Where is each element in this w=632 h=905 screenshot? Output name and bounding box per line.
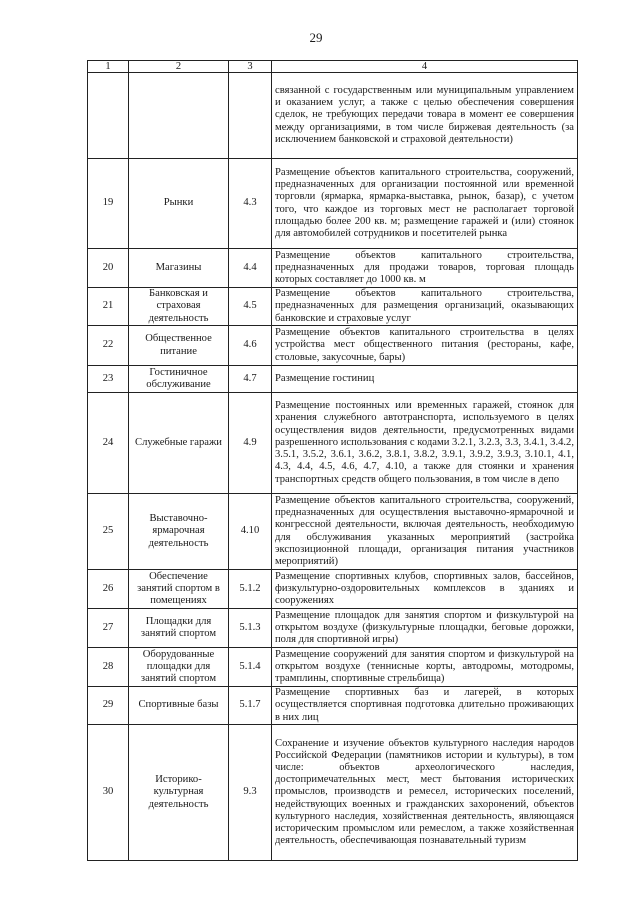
use-type-code: 5.1.3 [229, 609, 272, 648]
use-type-description: Сохранение и изучение объектов культурного наследия народов Российской Федерации (памятников истории и культуры), в том числе: объектов археологического наследия, достопримечательных мест, мест бытования исторических промыслов, производств и ремесел, исторических поселений, недействующих военных и гражданских захоронений, объектов культурного наследия, хозяйственная деятельность, являющаяся историческим промыслом или ремеслом, а также хозяйственная деятельность, обеспечивающая познавательный туризм [272, 725, 578, 861]
row-number: 25 [88, 494, 129, 570]
use-type-description: Размещение сооружений для занятия спортом и физкультурой на открытом воздухе (теннисные корты, автодромы, мотодромы, трамплины, спортивные стрельбища) [272, 648, 578, 687]
use-type-name: Историко-культурная деятельность [129, 725, 229, 861]
use-type-description: Размещение площадок для занятия спортом и физкультурой на открытом воздухе (физкультурные площадки, беговые дорожки, поля для спортивной игры) [272, 609, 578, 648]
use-type-name: Банковская и страховая деятельность [129, 288, 229, 326]
table-header-row [88, 61, 578, 73]
row-number: 20 [88, 249, 129, 288]
row-number: 24 [88, 393, 129, 494]
row-number: 30 [88, 725, 129, 861]
use-type-description: Размещение объектов капитального строительства, предназначенных для размещения организаций, оказывающих банковские и страховые услуг [272, 288, 578, 326]
table-row [88, 366, 578, 393]
use-type-code: 4.9 [229, 393, 272, 494]
use-type-description: Размещение постоянных или временных гаражей, стоянок для хранения служебного автотранспорта, используемого в целях осуществления видов деятельности, предусмотренных видами разрешенного использования с кодами 3.2.1, 3.2.3, 3.3, 3.4.1, 3.4.2, 3.5.1, 3.5.2, 3.6.1, 3.6.2, 3.8.1, 3.8.2, 3.9.1, 3.9.2, 3.9.3, 3.10.1, 4.1, 4.3, 4.4, 4.5, 4.6, 4.7, 4.10, а также для стоянки и хранения транспортных средств общего пользования, в том числе в депо [272, 393, 578, 494]
use-type-description: связанной с государственным или муниципальным управлением и оказанием услуг, а также с целью обеспечения совершения сделок, не требующих передачи товара в момент ее совершения между организациями, в том числе биржевая деятельность (за исключением банковской и страховой деятельности) [272, 73, 578, 159]
use-type-name: Общественное питание [129, 326, 229, 366]
land-use-table [87, 60, 578, 861]
table-row [88, 494, 578, 570]
table-row [88, 288, 578, 326]
use-type-code: 4.7 [229, 366, 272, 393]
column-header: 4 [272, 61, 578, 73]
column-header: 3 [229, 61, 272, 73]
use-type-code: 4.6 [229, 326, 272, 366]
use-type-code: 5.1.2 [229, 570, 272, 609]
use-type-description: Размещение спортивных клубов, спортивных залов, бассейнов, физкультурно-оздоровительных комплексов в зданиях и сооружениях [272, 570, 578, 609]
table-row [88, 609, 578, 648]
use-type-name: Оборудованные площадки для занятий спортом [129, 648, 229, 687]
table-row [88, 249, 578, 288]
use-type-code: 9.3 [229, 725, 272, 861]
row-number: 27 [88, 609, 129, 648]
use-type-code [229, 73, 272, 159]
row-number: 29 [88, 687, 129, 725]
row-number: 23 [88, 366, 129, 393]
use-type-code: 5.1.7 [229, 687, 272, 725]
column-header: 2 [129, 61, 229, 73]
table-row [88, 648, 578, 687]
use-type-name: Спортивные базы [129, 687, 229, 725]
table-row [88, 687, 578, 725]
use-type-code: 5.1.4 [229, 648, 272, 687]
table-row [88, 159, 578, 249]
use-type-description: Размещение гостиниц [272, 366, 578, 393]
use-type-name: Служебные гаражи [129, 393, 229, 494]
table-row [88, 725, 578, 861]
row-number: 28 [88, 648, 129, 687]
page-number: 29 [309, 30, 323, 45]
use-type-name: Гостиничное обслуживание [129, 366, 229, 393]
use-type-code: 4.5 [229, 288, 272, 326]
row-number: 26 [88, 570, 129, 609]
use-type-name: Магазины [129, 249, 229, 288]
use-type-name: Обеспечение занятий спортом в помещениях [129, 570, 229, 609]
use-type-code: 4.10 [229, 494, 272, 570]
use-type-code: 4.3 [229, 159, 272, 249]
use-type-name: Выставочно-ярмарочная деятельность [129, 494, 229, 570]
use-type-description: Размещение объектов капитального строительства, предназначенных для продажи товаров, торговая площадь которых составляет до 1000 кв. м [272, 249, 578, 288]
use-type-description: Размещение объектов капитального строительства в целях устройства мест общественного питания (рестораны, кафе, столовые, закусочные, бары) [272, 326, 578, 366]
use-type-description: Размещение объектов капитального строительства, сооружений, предназначенных для осуществления выставочно-ярмарочной и конгрессной деятельности, включая деятельность, необходимую для обслуживания указанных мероприятий (застройка экспозиционной площади, организация питания участников мероприятий) [272, 494, 578, 570]
table-row [88, 326, 578, 366]
use-type-name: Площадки для занятий спортом [129, 609, 229, 648]
row-number: 22 [88, 326, 129, 366]
row-number: 19 [88, 159, 129, 249]
table-row [88, 393, 578, 494]
use-type-description: Размещение спортивных баз и лагерей, в которых осуществляется спортивная подготовка длительно проживающих в них лиц [272, 687, 578, 725]
use-type-description: Размещение объектов капитального строительства, сооружений, предназначенных для организации постоянной или временной торговли (ярмарка, ярмарка-выставка, рынок, базар), с учетом того, что каждое из торговых мест не располагает торговой площадью более 200 кв. м; размещение гаражей и (или) стоянок для автомобилей сотрудников и посетителей рынка [272, 159, 578, 249]
use-type-name [129, 73, 229, 159]
table-row [88, 570, 578, 609]
use-type-code: 4.4 [229, 249, 272, 288]
use-type-name: Рынки [129, 159, 229, 249]
row-number: 21 [88, 288, 129, 326]
column-header: 1 [88, 61, 129, 73]
row-number [88, 73, 129, 159]
table-row [88, 73, 578, 159]
